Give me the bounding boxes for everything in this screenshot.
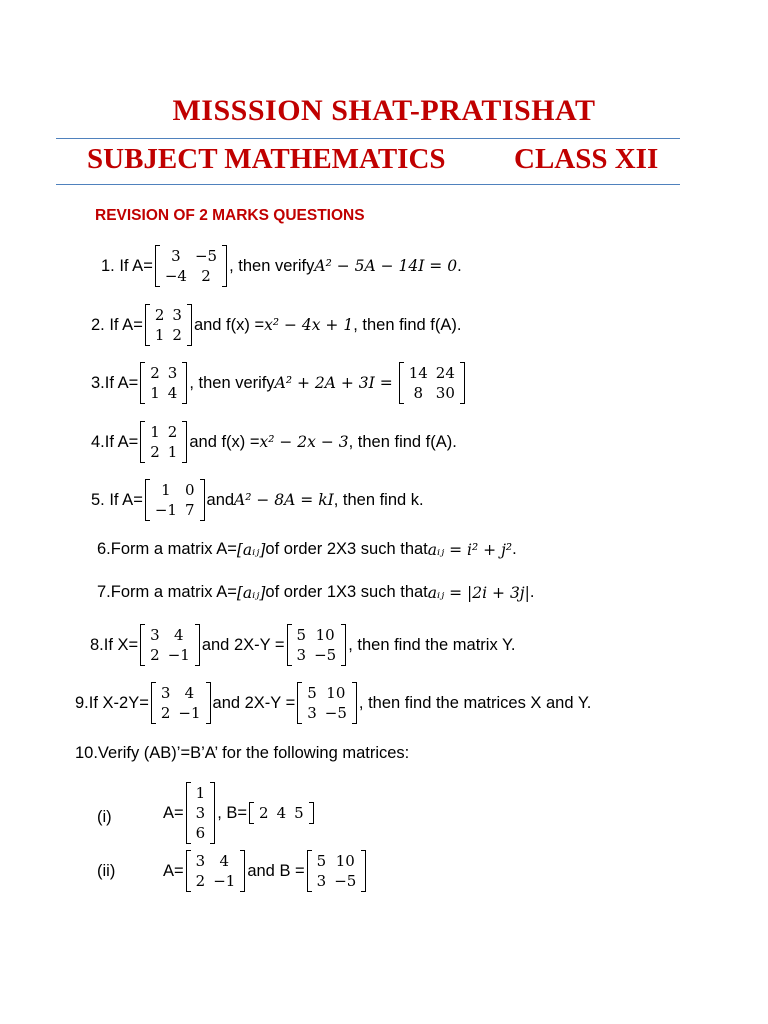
q3-matrix-a xyxy=(140,362,187,404)
q10-part-ii xyxy=(163,850,368,892)
matrix-cell: 4 xyxy=(173,626,184,644)
matrix-cell: 3 xyxy=(307,704,317,722)
q10-part-i xyxy=(163,782,316,844)
matrix-cell: −1 xyxy=(178,704,201,722)
q2-post: , then find f(A). xyxy=(353,315,462,334)
q10-part-i-label: (i) xyxy=(97,808,112,826)
q1-post: . xyxy=(457,256,462,275)
matrix-cell: 14 xyxy=(408,364,428,382)
matrix-cell: 4 xyxy=(184,684,195,702)
matrix-cell: 3 xyxy=(171,247,181,265)
matrix-cell: 5 xyxy=(296,626,307,644)
q7-prefix: 7.Form a matrix A= xyxy=(97,583,237,601)
q3-equation: A² + 2A + 3I = xyxy=(274,374,393,392)
matrix-cell: 1 xyxy=(195,784,206,802)
document-title: MISSSION SHAT-PRATISHAT xyxy=(172,94,596,127)
q3-prefix: 3.If A= xyxy=(91,373,139,392)
matrix-cell: 10 xyxy=(326,684,346,702)
matrix-cell: 2 xyxy=(160,704,171,722)
question-7 xyxy=(97,583,534,602)
matrix-cell: 1 xyxy=(154,326,165,344)
section-heading: REVISION OF 2 MARKS QUESTIONS xyxy=(95,207,365,224)
q10-ii-matrix-a xyxy=(186,850,246,892)
q8-prefix: 8.If X= xyxy=(90,635,139,654)
q5-mid: and xyxy=(206,490,235,509)
q8-matrix-b xyxy=(287,624,347,666)
matrix-cell: 3 xyxy=(195,804,206,822)
matrix-cell: 3 xyxy=(296,646,307,664)
question-9 xyxy=(75,682,591,724)
divider-bottom xyxy=(56,184,680,185)
matrix-cell: −1 xyxy=(154,501,177,519)
q1-matrix-a xyxy=(155,245,227,287)
matrix-cell: 4 xyxy=(167,384,178,402)
matrix-cell: 2 xyxy=(201,267,211,285)
q5-equation: A² − 8A = kI xyxy=(234,491,334,509)
matrix-cell: 1 xyxy=(167,443,178,461)
matrix-cell: 2 xyxy=(172,326,182,344)
q4-mid: and f(x) = xyxy=(189,432,260,451)
q10-i-matrix-a xyxy=(186,782,216,844)
matrix-cell: 2 xyxy=(150,443,160,461)
matrix-cell: 3 xyxy=(195,852,206,870)
matrix-cell: −5 xyxy=(314,646,337,664)
class-label: CLASS XII xyxy=(514,143,659,175)
divider-top xyxy=(56,138,680,139)
q9-matrix-b xyxy=(297,682,357,724)
q5-post: , then find k. xyxy=(333,490,424,509)
matrix-cell: −5 xyxy=(334,872,357,890)
matrix-cell: 30 xyxy=(435,384,455,402)
q9-mid: and 2X-Y = xyxy=(212,693,296,712)
matrix-cell: 3 xyxy=(316,872,327,890)
q3-matrix-result xyxy=(399,362,465,404)
q1-prefix: 1. If A= xyxy=(101,256,153,275)
matrix-cell: 2 xyxy=(154,306,165,324)
matrix-cell: 2 xyxy=(195,872,206,890)
matrix-cell: 5 xyxy=(307,684,317,702)
q7-mid: of order 1X3 such that xyxy=(265,583,428,601)
q9-prefix: 9.If X-2Y= xyxy=(75,693,149,712)
q9-post: , then find the matrices X and Y. xyxy=(358,693,592,712)
q3-mid: , then verify xyxy=(189,373,275,392)
question-2 xyxy=(91,304,461,346)
matrix-cell: 2 xyxy=(150,646,160,664)
matrix-cell: 10 xyxy=(335,852,355,870)
q7-aij: [aᵢⱼ] xyxy=(236,583,266,602)
q10-part-ii-label: (ii) xyxy=(97,862,116,880)
matrix-cell: 6 xyxy=(195,824,206,842)
q8-mid: and 2X-Y = xyxy=(201,635,285,654)
matrix-cell: 1 xyxy=(161,481,171,499)
q2-function: x² − 4x + 1 xyxy=(264,316,354,334)
subject-label: SUBJECT MATHEMATICS xyxy=(87,143,446,175)
question-3 xyxy=(91,362,467,404)
matrix-cell: 2 xyxy=(167,423,178,441)
q6-equation: aᵢⱼ = i² + j² xyxy=(427,540,513,559)
matrix-cell: 24 xyxy=(435,364,455,382)
q10-i-mid: , B= xyxy=(217,803,248,822)
q10-ii-matrix-b xyxy=(307,850,367,892)
q8-matrix-x xyxy=(140,624,200,666)
matrix-cell: 3 xyxy=(172,306,182,324)
matrix-cell: −5 xyxy=(324,704,347,722)
q6-prefix: 6.Form a matrix A= xyxy=(97,540,237,558)
q4-matrix-a xyxy=(140,421,187,463)
q2-prefix: 2. If A= xyxy=(91,315,143,334)
q6-aij: [aᵢⱼ] xyxy=(236,540,266,559)
matrix-cell: 2 xyxy=(259,804,269,822)
q5-matrix-a xyxy=(145,479,205,521)
q4-prefix: 4.If A= xyxy=(91,432,139,451)
q2-matrix-a xyxy=(145,304,192,346)
q10-ii-mid: and B = xyxy=(247,861,305,880)
question-5 xyxy=(91,479,424,521)
q5-prefix: 5. If A= xyxy=(91,490,143,509)
matrix-cell: 4 xyxy=(219,852,230,870)
matrix-cell: 7 xyxy=(184,501,195,519)
matrix-cell: 1 xyxy=(150,384,160,402)
matrix-cell: −1 xyxy=(167,646,190,664)
question-1 xyxy=(101,245,462,287)
q7-equation: aᵢⱼ = |2i + 3j| xyxy=(427,583,530,602)
matrix-cell: 5 xyxy=(294,804,304,822)
matrix-cell: 3 xyxy=(150,626,160,644)
matrix-cell: −1 xyxy=(213,872,236,890)
matrix-cell: −4 xyxy=(164,267,187,285)
q10-i-prefix: A= xyxy=(163,803,184,822)
question-8 xyxy=(90,624,515,666)
q6-mid: of order 2X3 such that xyxy=(265,540,428,558)
question-4 xyxy=(91,421,457,463)
q2-mid: and f(x) = xyxy=(193,315,265,334)
q10-ii-prefix: A= xyxy=(163,861,184,880)
q1-mid: , then verify xyxy=(229,256,315,275)
matrix-cell: −5 xyxy=(194,247,218,265)
matrix-cell: 10 xyxy=(315,626,335,644)
matrix-cell: 1 xyxy=(150,423,160,441)
question-6 xyxy=(97,540,517,559)
q8-post: , then find the matrix Y. xyxy=(348,635,516,654)
q6-post: . xyxy=(512,540,517,558)
matrix-cell: 4 xyxy=(276,804,287,822)
matrix-cell: 2 xyxy=(150,364,160,382)
matrix-cell: 8 xyxy=(413,384,423,402)
matrix-cell: 5 xyxy=(316,852,327,870)
q10-i-matrix-b xyxy=(249,802,314,824)
matrix-cell: 3 xyxy=(167,364,178,382)
q4-post: , then find f(A). xyxy=(348,432,457,451)
matrix-cell: 0 xyxy=(184,481,195,499)
q7-post: . xyxy=(529,583,535,601)
q4-function: x² − 2x − 3 xyxy=(259,433,349,451)
matrix-cell: 3 xyxy=(160,684,171,702)
question-10 xyxy=(75,744,409,763)
q1-equation: A² − 5A − 14I = 0 xyxy=(314,257,458,275)
q10-text: 10.Verify (AB)’=B’A’ for the following matrices: xyxy=(75,744,410,762)
q9-matrix-x xyxy=(151,682,211,724)
